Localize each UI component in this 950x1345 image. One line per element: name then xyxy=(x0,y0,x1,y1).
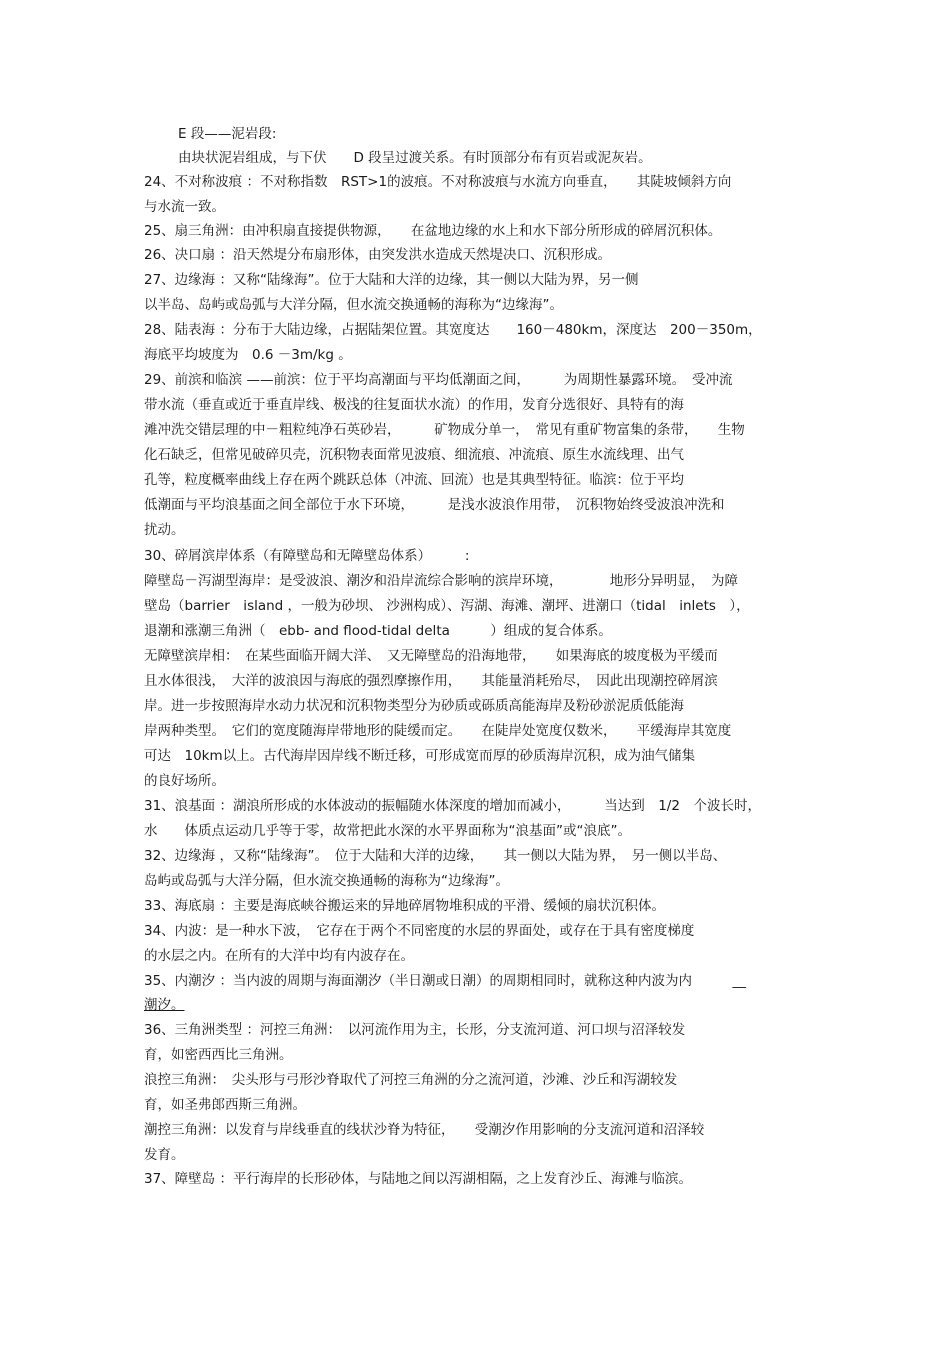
text-line: 37、障壁岛 ：平行海岸的长形砂体，与陆地之间以泻湖相隔，之上发育沙丘、海滩与临滨。 xyxy=(144,1171,692,1187)
text-line: 32、边缘海 ，又称“陆缘海”。 位于大陆和大洋的边缘， 其一侧以大陆为界， 另一侧以半岛、 xyxy=(144,848,727,864)
text-line: 可达 10km以上。古代海岸因岸线不断迁移，可形成宽而厚的砂质海岸沉积，成为油气储集 xyxy=(144,748,696,764)
text-line: 无障壁滨岸相： 在某些面临开阔大洋、 又无障壁岛的沿海地带， 如果海底的坡度极为平缓而 xyxy=(144,648,718,664)
text-line: 且水体很浅， 大洋的波浪因与海底的强烈摩擦作用， 其能量消耗殆尽， 因此出现潮控碎屑滨 xyxy=(144,673,718,689)
text-line: 24、不对称波痕 ：不对称指数 RST>1的波痕。不对称波痕与水流方向垂直， 其陡坡倾斜方向 xyxy=(144,174,732,190)
text-line: 26、决口扇 ：沿天然堤分布扇形体，由突发洪水造成天然堤决口、沉积形成。 xyxy=(144,247,611,263)
text-line: 障壁岛－泻湖型海岸：是受波浪、潮汐和沿岸流综合影响的滨岸环境， 地形分异明显， 为障 xyxy=(144,573,738,589)
text-line: 岸两种类型。 它们的宽度随海岸带地形的陡缓而定。 在陡岸处宽度仅数米， 平缓海岸其宽度 xyxy=(144,723,732,739)
text-line: E 段——泥岩段: xyxy=(178,126,277,142)
text-line: 浪控三角洲： 尖头形与弓形沙脊取代了河控三角洲的分之流河道，沙滩、沙丘和泻湖较发 xyxy=(144,1072,678,1088)
text-line: 27、边缘海 ：又称“陆缘海”。位于大陆和大洋的边缘，其一侧以大陆为界，另一侧 xyxy=(144,272,639,288)
text-line: 29、前滨和临滨 ——前滨：位于平均高潮面与平均低潮面之间， 为周期性暴露环境。 受冲流 xyxy=(144,372,733,388)
text-line: 海底平均坡度为 0.6 －3m/kg 。 xyxy=(144,347,352,363)
text-line: 33、海底扇 ：主要是海底峡谷搬运来的异地碎屑物堆积成的平滑、缓倾的扇状沉积体。 xyxy=(144,898,665,914)
text-line: 发育。 xyxy=(144,1147,185,1163)
text-line: 35、内潮汐 ：当内波的周期与海面潮汐（半日潮或日潮）的周期相同时，就称这种内波为内 __ xyxy=(144,973,746,989)
text-line: 25、扇三角洲：由冲积扇直接提供物源， 在盆地边缘的水上和水下部分所形成的碎屑沉积体。 xyxy=(144,223,722,239)
text-line: 31、浪基面 ：湖浪所形成的水体波动的振幅随水体深度的增加而减小， 当达到 1/2 个波长时， xyxy=(144,798,761,814)
text-line: 36、三角洲类型 ：河控三角洲： 以河流作用为主，长形，分支流河道、河口坝与沼泽较发 xyxy=(144,1022,686,1038)
text-line: 的水层之内。在所有的大洋中均有内波存在。 xyxy=(144,948,414,964)
text-line: 由块状泥岩组成，与下伏 D 段呈过渡关系。有时顶部分布有页岩或泥灰岩。 xyxy=(178,150,652,166)
text-line: 孔等，粒度概率曲线上存在两个跳跃总体（冲流、回流）也是其典型特征。临滨：位于平均 xyxy=(144,472,684,488)
text-line: 30、碎屑滨岸体系（有障壁岛和无障壁岛体系） : xyxy=(144,548,470,564)
text-line: 岛屿或岛弧与大洋分隔，但水流交换通畅的海称为“边缘海”。 xyxy=(144,873,509,889)
text-line: 育，如圣弗郎西斯三角洲。 xyxy=(144,1097,306,1113)
text-line: 扰动。 xyxy=(144,522,185,538)
text-line: 滩冲洗交错层理的中－粗粒纯净石英砂岩， 矿物成分单一， 常见有重矿物富集的条带， 生物 xyxy=(144,422,745,438)
text-line: 潮控三角洲：以发育与岸线垂直的线状沙脊为特征， 受潮汐作用影响的分支流河道和沼泽较 xyxy=(144,1122,705,1138)
text-line: 水 体质点运动几乎等于零，故常把此水深的水平界面称为“浪基面”或“浪底”。 xyxy=(144,823,631,839)
text-line: 壁岛（barrier island ，一般为砂坝、 沙洲构成）、泻湖、海滩、潮坪、进潮口（tidal inlets ）， xyxy=(144,598,750,614)
text-line: 与水流一致。 xyxy=(144,199,225,215)
text-line: 带水流（垂直或近于垂直岸线、极浅的往复面状水流）的作用，发育分选很好、具特有的海 xyxy=(144,397,684,413)
text-line: 28、陆表海 ：分布于大陆边缘，占据陆架位置。其宽度达 160－480km，深度达 200－350m， xyxy=(144,322,762,338)
text-line: 退潮和涨潮三角洲（ ebb- and flood-tidal delta ）组成的复合体系。 xyxy=(144,623,612,639)
text-line: 低潮面与平均浪基面之间全部位于水下环境， 是浅水波浪作用带， 沉积物始终受波浪冲洗和 xyxy=(144,497,725,513)
text-line: 化石缺乏，但常见破碎贝壳，沉积物表面常见波痕、细流痕、冲流痕、原生水流线理、出气 xyxy=(144,447,684,463)
text-line-underlined: 潮汐。 xyxy=(144,997,185,1013)
text-line: 的良好场所。 xyxy=(144,773,225,789)
text-line: 岸。进一步按照海岸水动力状况和沉积物类型分为砂质或砾质高能海岸及粉砂淤泥质低能海 xyxy=(144,698,684,714)
text-line: 育，如密西西比三角洲。 xyxy=(144,1047,293,1063)
text-line: 以半岛、岛屿或岛弧与大洋分隔，但水流交换通畅的海称为“边缘海”。 xyxy=(144,297,563,313)
text-line: 34、内波：是一种水下波， 它存在于两个不同密度的水层的界面处，或存在于具有密度梯度 xyxy=(144,923,695,939)
